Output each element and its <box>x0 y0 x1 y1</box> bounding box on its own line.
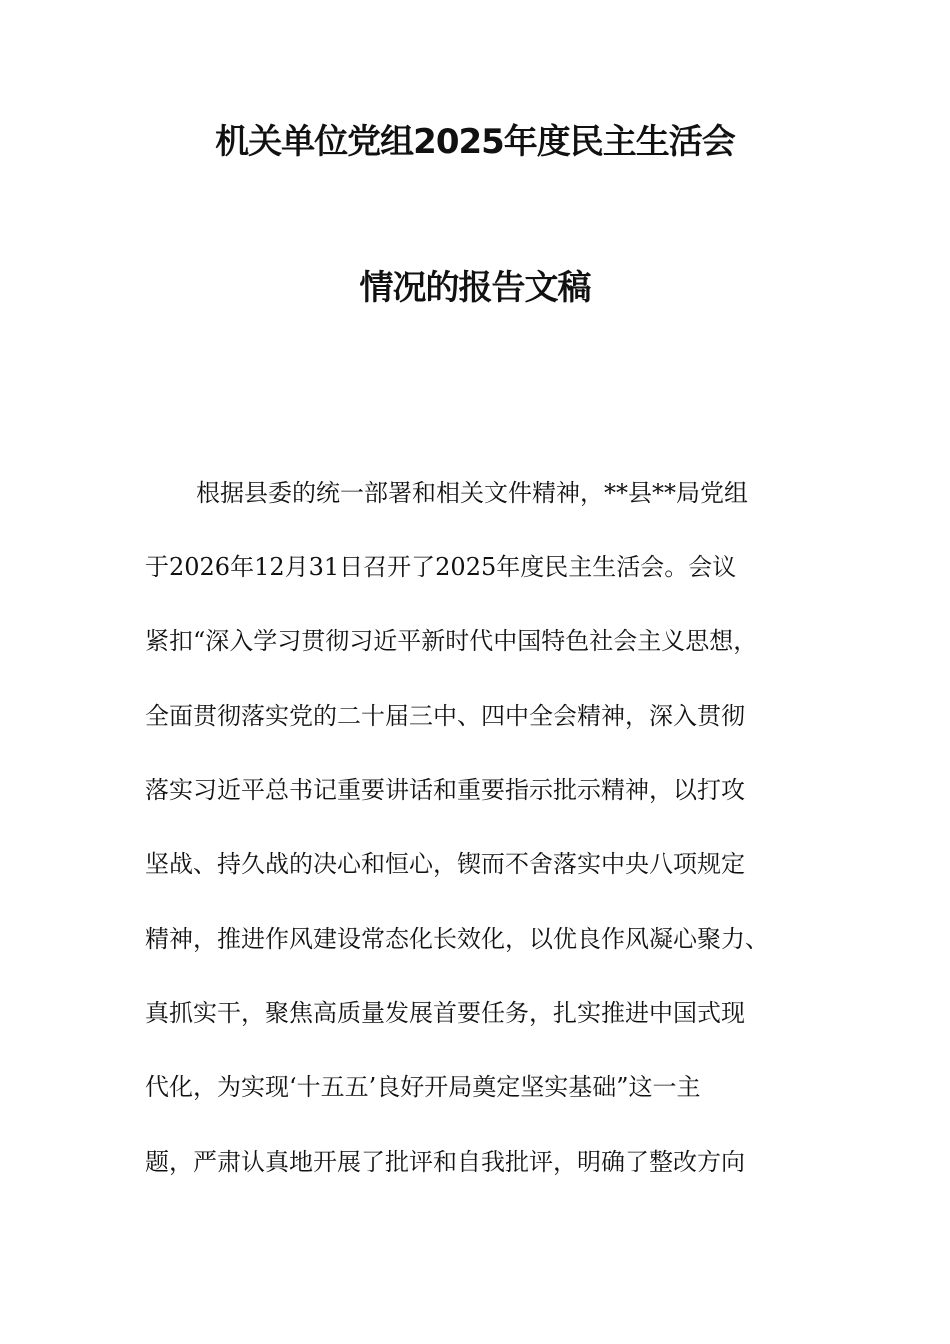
body-text-line: 代化，为实现‘十五五’良好开局奠定坚实基础”这一主 <box>145 1073 701 1101</box>
body-text-line: 真抓实干，聚焦高质量发展首要任务，扎实推进中国式现 <box>145 999 745 1027</box>
document-title-line-2: 情况的报告文稿 <box>359 268 591 308</box>
document-title-line-1: 机关单位党组2025年度民主生活会 <box>215 122 735 162</box>
body-text-line: 根据县委的统一部署和相关文件精神，**县**局党组 <box>196 479 748 507</box>
body-text-line: 题，严肃认真地开展了批评和自我批评，明确了整改方向 <box>145 1148 745 1176</box>
body-text-line: 精神，推进作风建设常态化长效化，以优良作风凝心聚力、 <box>145 925 769 953</box>
body-text-line: 于2026年12月31日召开了2025年度民主生活会。会议 <box>145 553 737 581</box>
body-text-line: 落实习近平总书记重要讲话和重要指示批示精神，以打攻 <box>145 776 745 804</box>
body-text-line: 坚战、持久战的决心和恒心，锲而不舍落实中央八项规定 <box>145 850 745 878</box>
body-text-line: 紧扣“深入学习贯彻习近平新时代中国特色社会主义思想， <box>145 627 758 655</box>
body-text-line: 全面贯彻落实党的二十届三中、四中全会精神，深入贯彻 <box>145 702 745 730</box>
